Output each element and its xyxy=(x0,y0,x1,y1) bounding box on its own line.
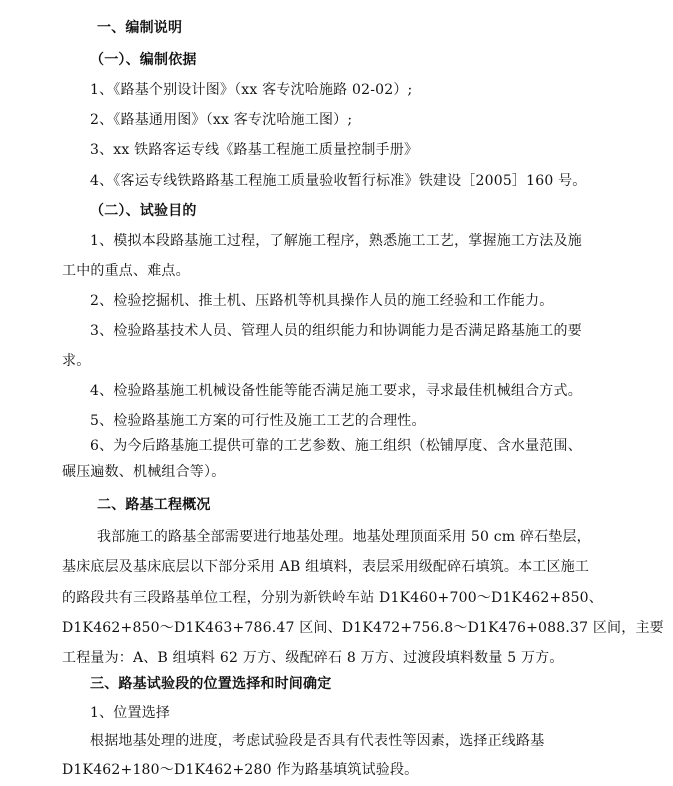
section-1-heading: 一、编制说明 xyxy=(97,20,183,36)
purpose-line-3: 2、检验挖掘机、推土机、压路机等机具操作人员的施工经验和工作能力。 xyxy=(90,293,554,309)
purpose-line-5: 求。 xyxy=(62,353,91,369)
purpose-line-8: 6、为今后路基施工提供可靠的工艺参数、施工组织（松铺厚度、含水量范围、 xyxy=(90,438,582,454)
section-3-heading: 三、路基试验段的位置选择和时间确定 xyxy=(90,676,332,692)
purpose-line-6: 4、检验路基施工机械设备性能等能否满足施工要求，寻求最佳机械组合方式。 xyxy=(90,383,582,399)
purpose-line-1: 1、模拟本段路基施工过程，了解施工程序，熟悉施工工艺，掌握施工方法及施 xyxy=(90,233,582,249)
basis-item-3: 3、xx 铁路客运专线《路基工程施工质量控制手册》 xyxy=(90,142,419,158)
purpose-line-9: 碾压遍数、机械组合等）。 xyxy=(62,464,226,480)
overview-line-1: 我部施工的路基全部需要进行地基处理。地基处理顶面采用 50 cm 碎石垫层， xyxy=(97,529,591,545)
overview-line-2: 基床底层及基床底层以下部分采用 AB 组填料，表层采用级配碎石填筑。本工区施工 xyxy=(62,559,590,575)
section-3-1-heading: 1、位置选择 xyxy=(90,705,171,721)
location-line-1: 根据地基处理的进度，考虑试验段是否具有代表性等因素，选择正线路基 xyxy=(90,733,545,749)
section-2-heading: 二、路基工程概况 xyxy=(97,497,211,513)
section-1-1-heading: （一）、编制依据 xyxy=(90,52,197,68)
basis-item-1: 1、《路基个别设计图》（xx 客专沈哈施路 02-02）; xyxy=(90,82,413,98)
purpose-line-4: 3、检验路基技术人员、管理人员的组织能力和协调能力是否满足路基施工的要 xyxy=(90,323,582,339)
overview-line-5: 工程量为：A、B 组填料 62 万方、级配碎石 8 万方、过渡段填料数量 5 万方。 xyxy=(62,650,564,666)
location-line-2: D1K462+180～D1K462+280 作为路基填筑试验段。 xyxy=(62,762,419,778)
purpose-line-2: 工中的重点、难点。 xyxy=(62,263,190,279)
basis-item-4: 4、《客运专线铁路路基工程施工质量验收暂行标准》铁建设［2005］160 号。 xyxy=(90,173,587,189)
section-1-2-heading: （二）、试验目的 xyxy=(90,203,197,219)
basis-item-2: 2、《路基通用图》（xx 客专沈哈施工图）; xyxy=(90,112,353,128)
overview-line-3: 的路段共有三段路基单位工程，分别为新铁岭车站 D1K460+700～D1K462+850、 xyxy=(62,590,603,606)
overview-line-4: D1K462+850～D1K463+786.47 区间、D1K472+756.8～D1K476+088.37 区间，主要 xyxy=(62,620,664,636)
purpose-line-7: 5、检验路基施工方案的可行性及施工工艺的合理性。 xyxy=(90,413,426,429)
